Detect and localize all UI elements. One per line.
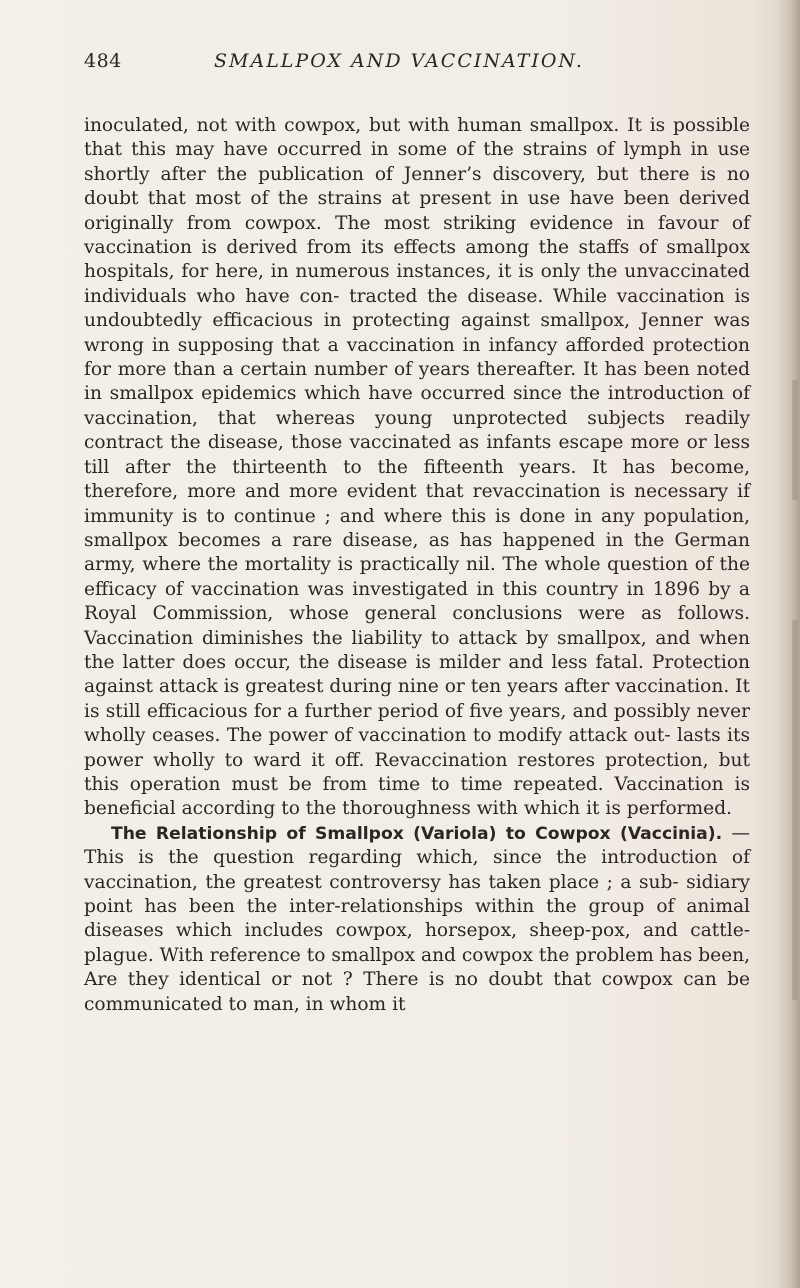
section-text: —This is the question regarding which, since the introduction of vaccination, the greatest controversy has taken place ; a sub- sidiary point has been the inter-relationships within the group of animal diseases which includes cowpox, horsepox, sheep-pox, and cattle-plague. With reference to smallpox and cowpox the problem has been, Are they identical or not ? There is no doubt that cowpox can be communicated to man, in whom it [84,822,750,1015]
running-head: SMALLPOX AND VACCINATION. [214,50,584,72]
paragraph: inoculated, not with cowpox, but with human smallpox. It is possible that this may have occurred in some of the strains of lymph in use shortly after the publication of Jenner’s discovery, but there is no doubt that most of the strains at present in use have been derived originally from cowpox. The most striking evidence in favour of vaccination is derived from its effects among the staffs of smallpox hospitals, for here, in numerous instances, it is only the unvaccinated individuals who have con- tracted the disease. While vaccination is undoubtedly efficacious in protecting against smallpox, Jenner was wrong in supposing that a vaccination in infancy afforded protection for more than a certain number of years thereafter. It has been noted in smallpox epidemics which have occurred since the introduction of vaccination, that whereas young unprotected subjects readily contract the disease, those vaccinated as infants escape more or less till after the thirteenth to the fifteenth years. It has become, therefore, more and more evident that revaccination is necessary if immunity is to continue ; and where this is done in any population, smallpox becomes a rare disease, as has happened in the German army, where the mortality is practically nil. The whole question of the efficacy of vaccination was investigated in this country in 1896 by a Royal Commission, whose general conclusions were as follows. Vaccination diminishes the liability to attack by smallpox, and when the latter does occur, the disease is milder and less fatal. Protection against attack is greatest during nine or ten years after vaccination. It is still efficacious for a further period of five years, and possibly never wholly ceases. The power of vaccination to modify attack out- lasts its power wholly to ward it off. Revaccination restores protection, but this operation must be from time to time repeated. Vaccination is beneficial according to the thoroughness with which it is performed. [84,115,750,820]
bleed-through-mark [792,380,798,500]
section-paragraph [84,822,750,1017]
page-number: 484 [84,50,122,72]
page-header [84,50,764,76]
bleed-through-mark [792,620,798,1000]
section-heading: The Relationship of Smallpox (Variola) to Cowpox (Vaccinia). [110,823,723,844]
body-text [84,114,750,1017]
